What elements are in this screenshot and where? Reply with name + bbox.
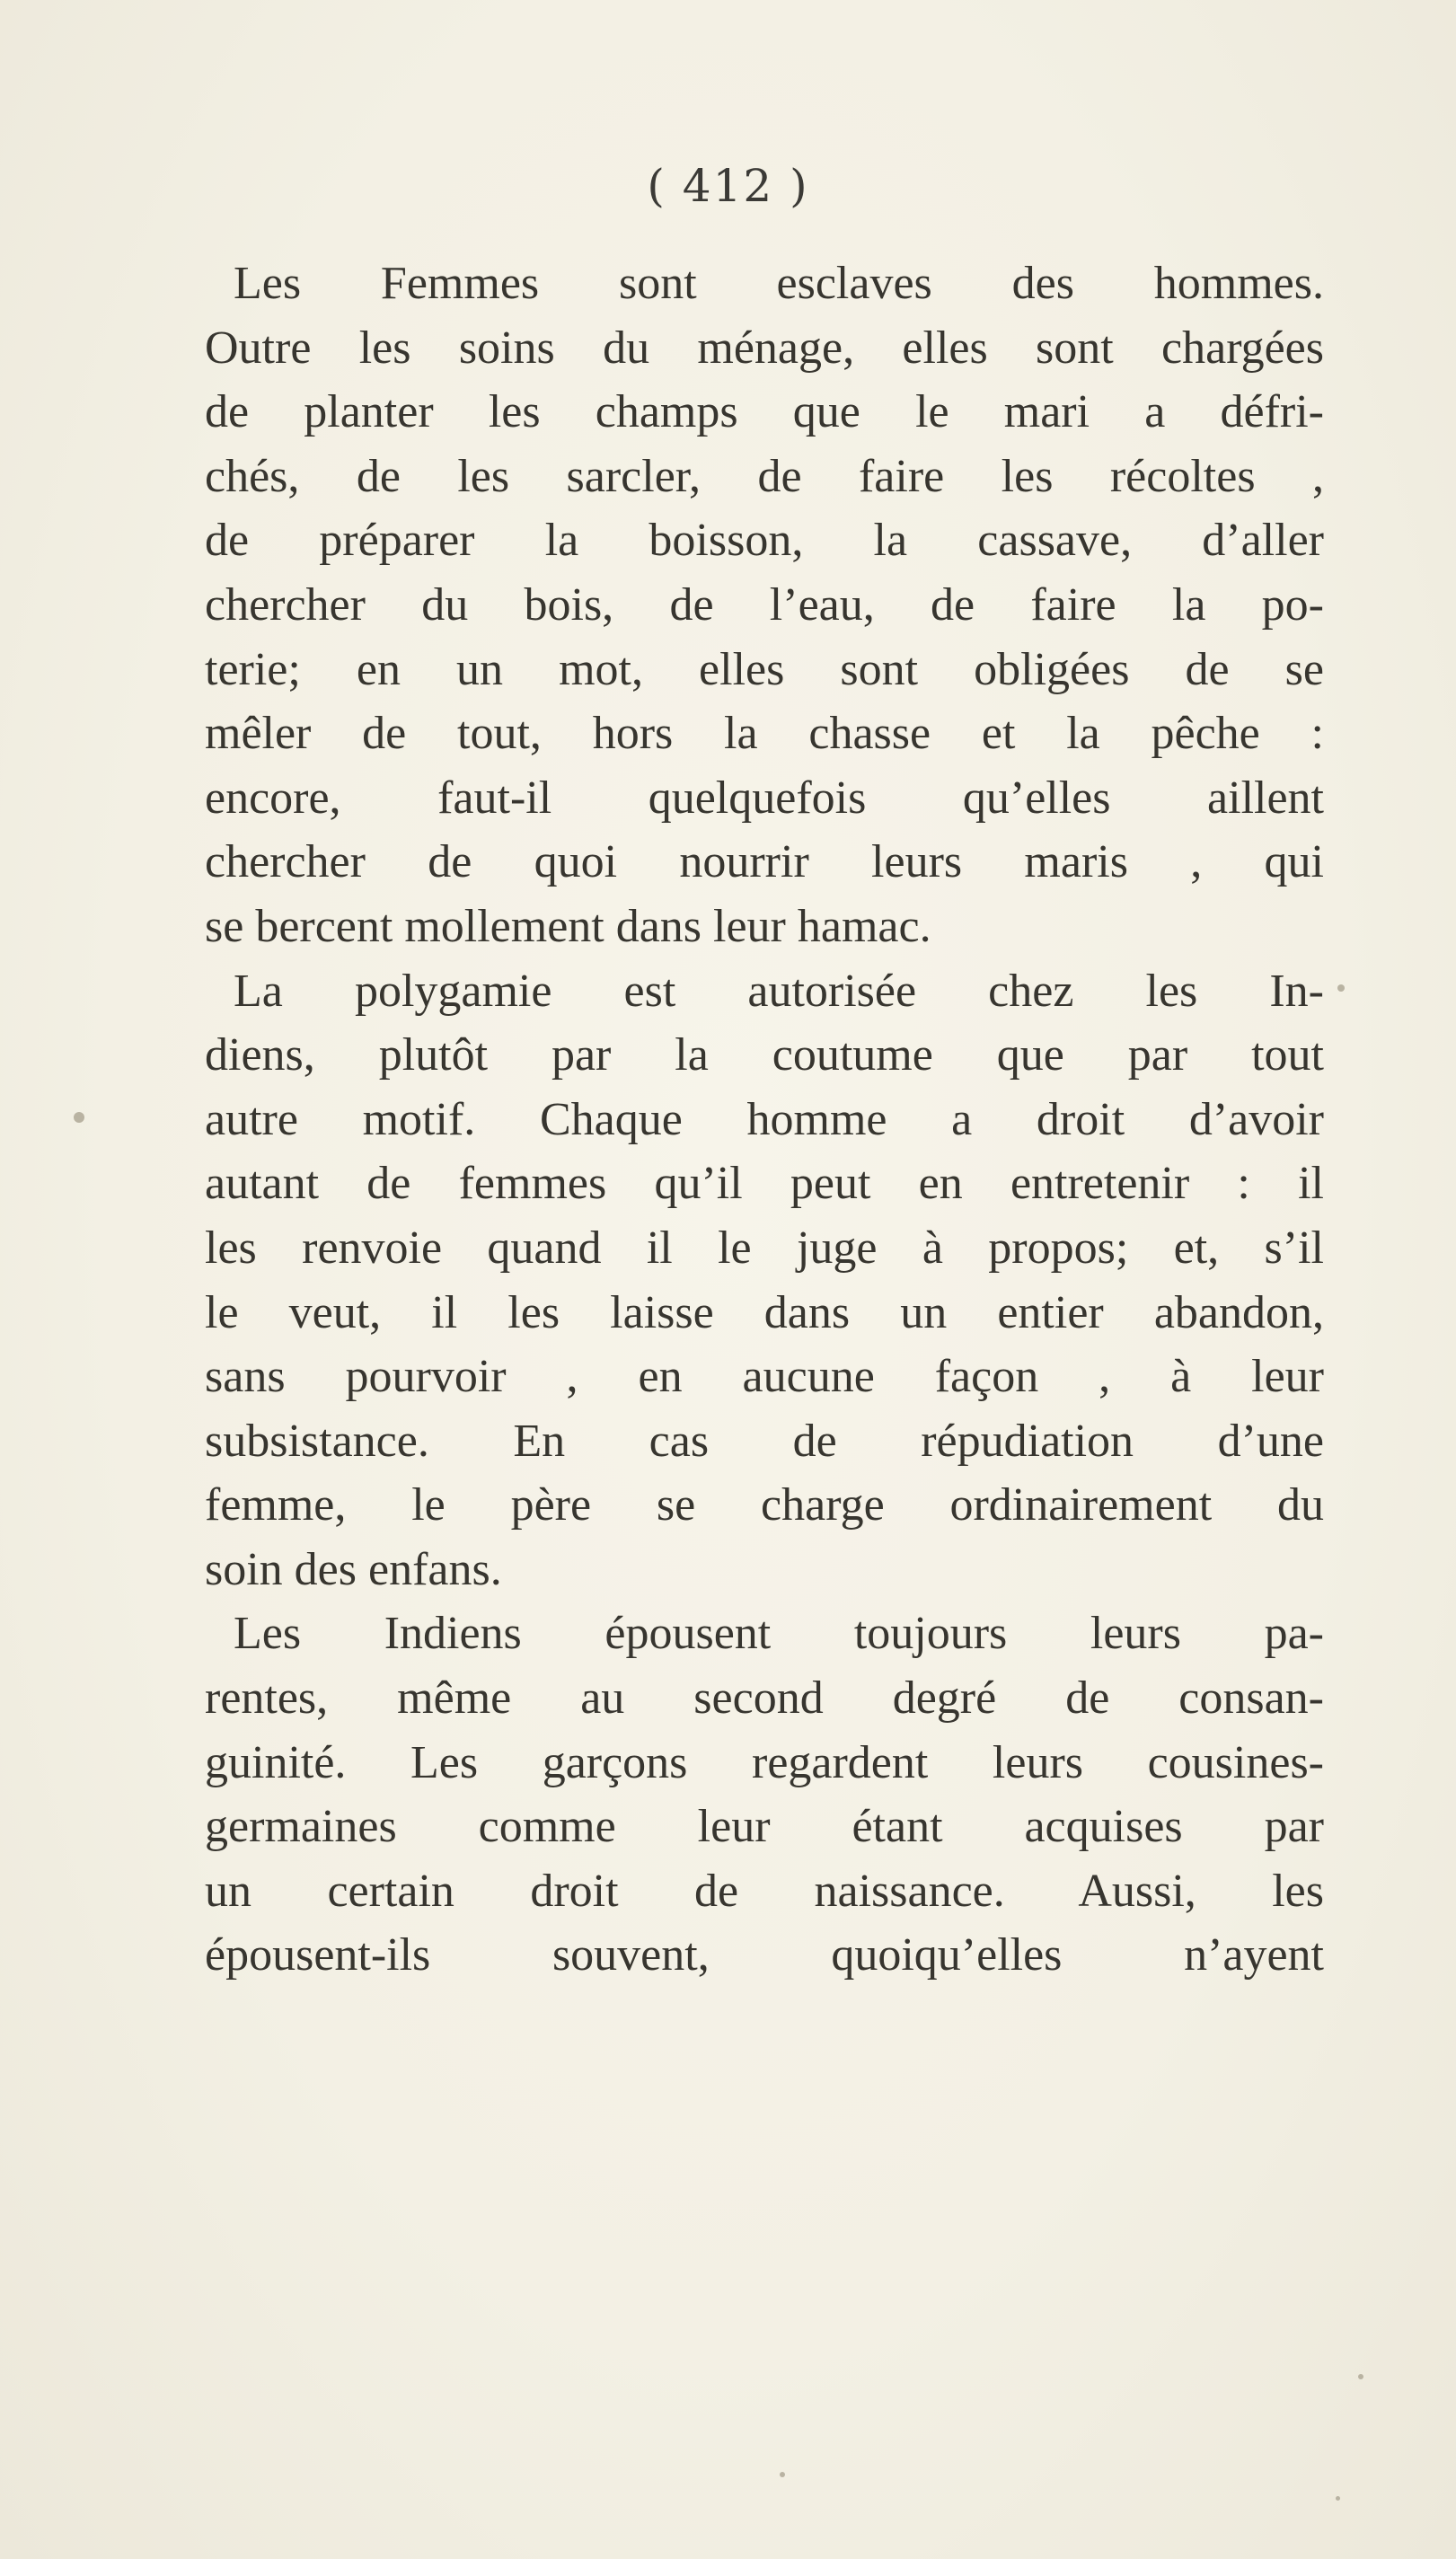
paper-speck bbox=[780, 2472, 785, 2477]
text-line: Les Indiens épousent toujours leurs pa- bbox=[234, 1608, 1324, 1660]
paper-speck bbox=[1337, 984, 1345, 992]
paper-speck bbox=[74, 1112, 84, 1123]
text-line: germaines comme leur étant acquises par bbox=[205, 1801, 1324, 1853]
text-line: un certain droit de naissance. Aussi, les bbox=[205, 1865, 1324, 1917]
text-line: guinité. Les garçons regardent leurs cousines- bbox=[205, 1736, 1324, 1788]
text-line: subsistance. En cas de répudiation d’une bbox=[205, 1415, 1324, 1467]
text-line: terie; en un mot, elles sont obligées de se bbox=[205, 643, 1324, 695]
text-line: chés, de les sarcler, de faire les récoltes , bbox=[205, 450, 1324, 502]
text-line: autant de femmes qu’il peut en entretenir : il bbox=[205, 1158, 1324, 1210]
paper-speck bbox=[1358, 2374, 1363, 2379]
text-line: femme, le père se charge ordinairement du bbox=[205, 1479, 1324, 1531]
text-line: chercher du bois, de l’eau, de faire la po- bbox=[205, 578, 1324, 631]
paragraph-1 bbox=[205, 251, 1324, 959]
text-line: sans pourvoir , en aucune façon , à leur bbox=[205, 1351, 1324, 1403]
page-number-header: ( 412 ) bbox=[647, 160, 809, 212]
text-line: se bercent mollement dans leur hamac. bbox=[205, 900, 931, 952]
text-line: de planter les champs que le mari a défri- bbox=[205, 386, 1324, 438]
text-line: épousent-ils souvent, quoiqu’elles n’ayent bbox=[205, 1929, 1324, 1981]
text-line: La polygamie est autorisée chez les In- bbox=[234, 965, 1324, 1017]
text-line: de préparer la boisson, la cassave, d’aller bbox=[205, 515, 1324, 567]
text-line: le veut, il les laisse dans un entier abandon, bbox=[205, 1286, 1324, 1338]
text-line: chercher de quoi nourrir leurs maris , qui bbox=[205, 836, 1324, 888]
text-line: soin des enfans. bbox=[205, 1543, 502, 1595]
body-text bbox=[205, 251, 1324, 1988]
paragraph-3 bbox=[205, 1602, 1324, 1988]
paper-speck bbox=[1336, 2496, 1340, 2501]
text-line: rentes, même au second degré de consan- bbox=[205, 1672, 1324, 1725]
text-line: autre motif. Chaque homme a droit d’avoir bbox=[205, 1093, 1324, 1145]
text-line: diens, plutôt par la coutume que par tout bbox=[205, 1029, 1324, 1081]
paragraph-2 bbox=[205, 959, 1324, 1602]
text-line: mêler de tout, hors la chasse et la pêche : bbox=[205, 708, 1324, 760]
text-line: Les Femmes sont esclaves des hommes. bbox=[234, 258, 1324, 309]
text-line: Outre les soins du ménage, elles sont chargées bbox=[205, 322, 1324, 374]
text-line: encore, faut-il quelquefois qu’elles aillent bbox=[205, 772, 1324, 824]
text-line: les renvoie quand il le juge à propos; et, s’il bbox=[205, 1222, 1324, 1274]
